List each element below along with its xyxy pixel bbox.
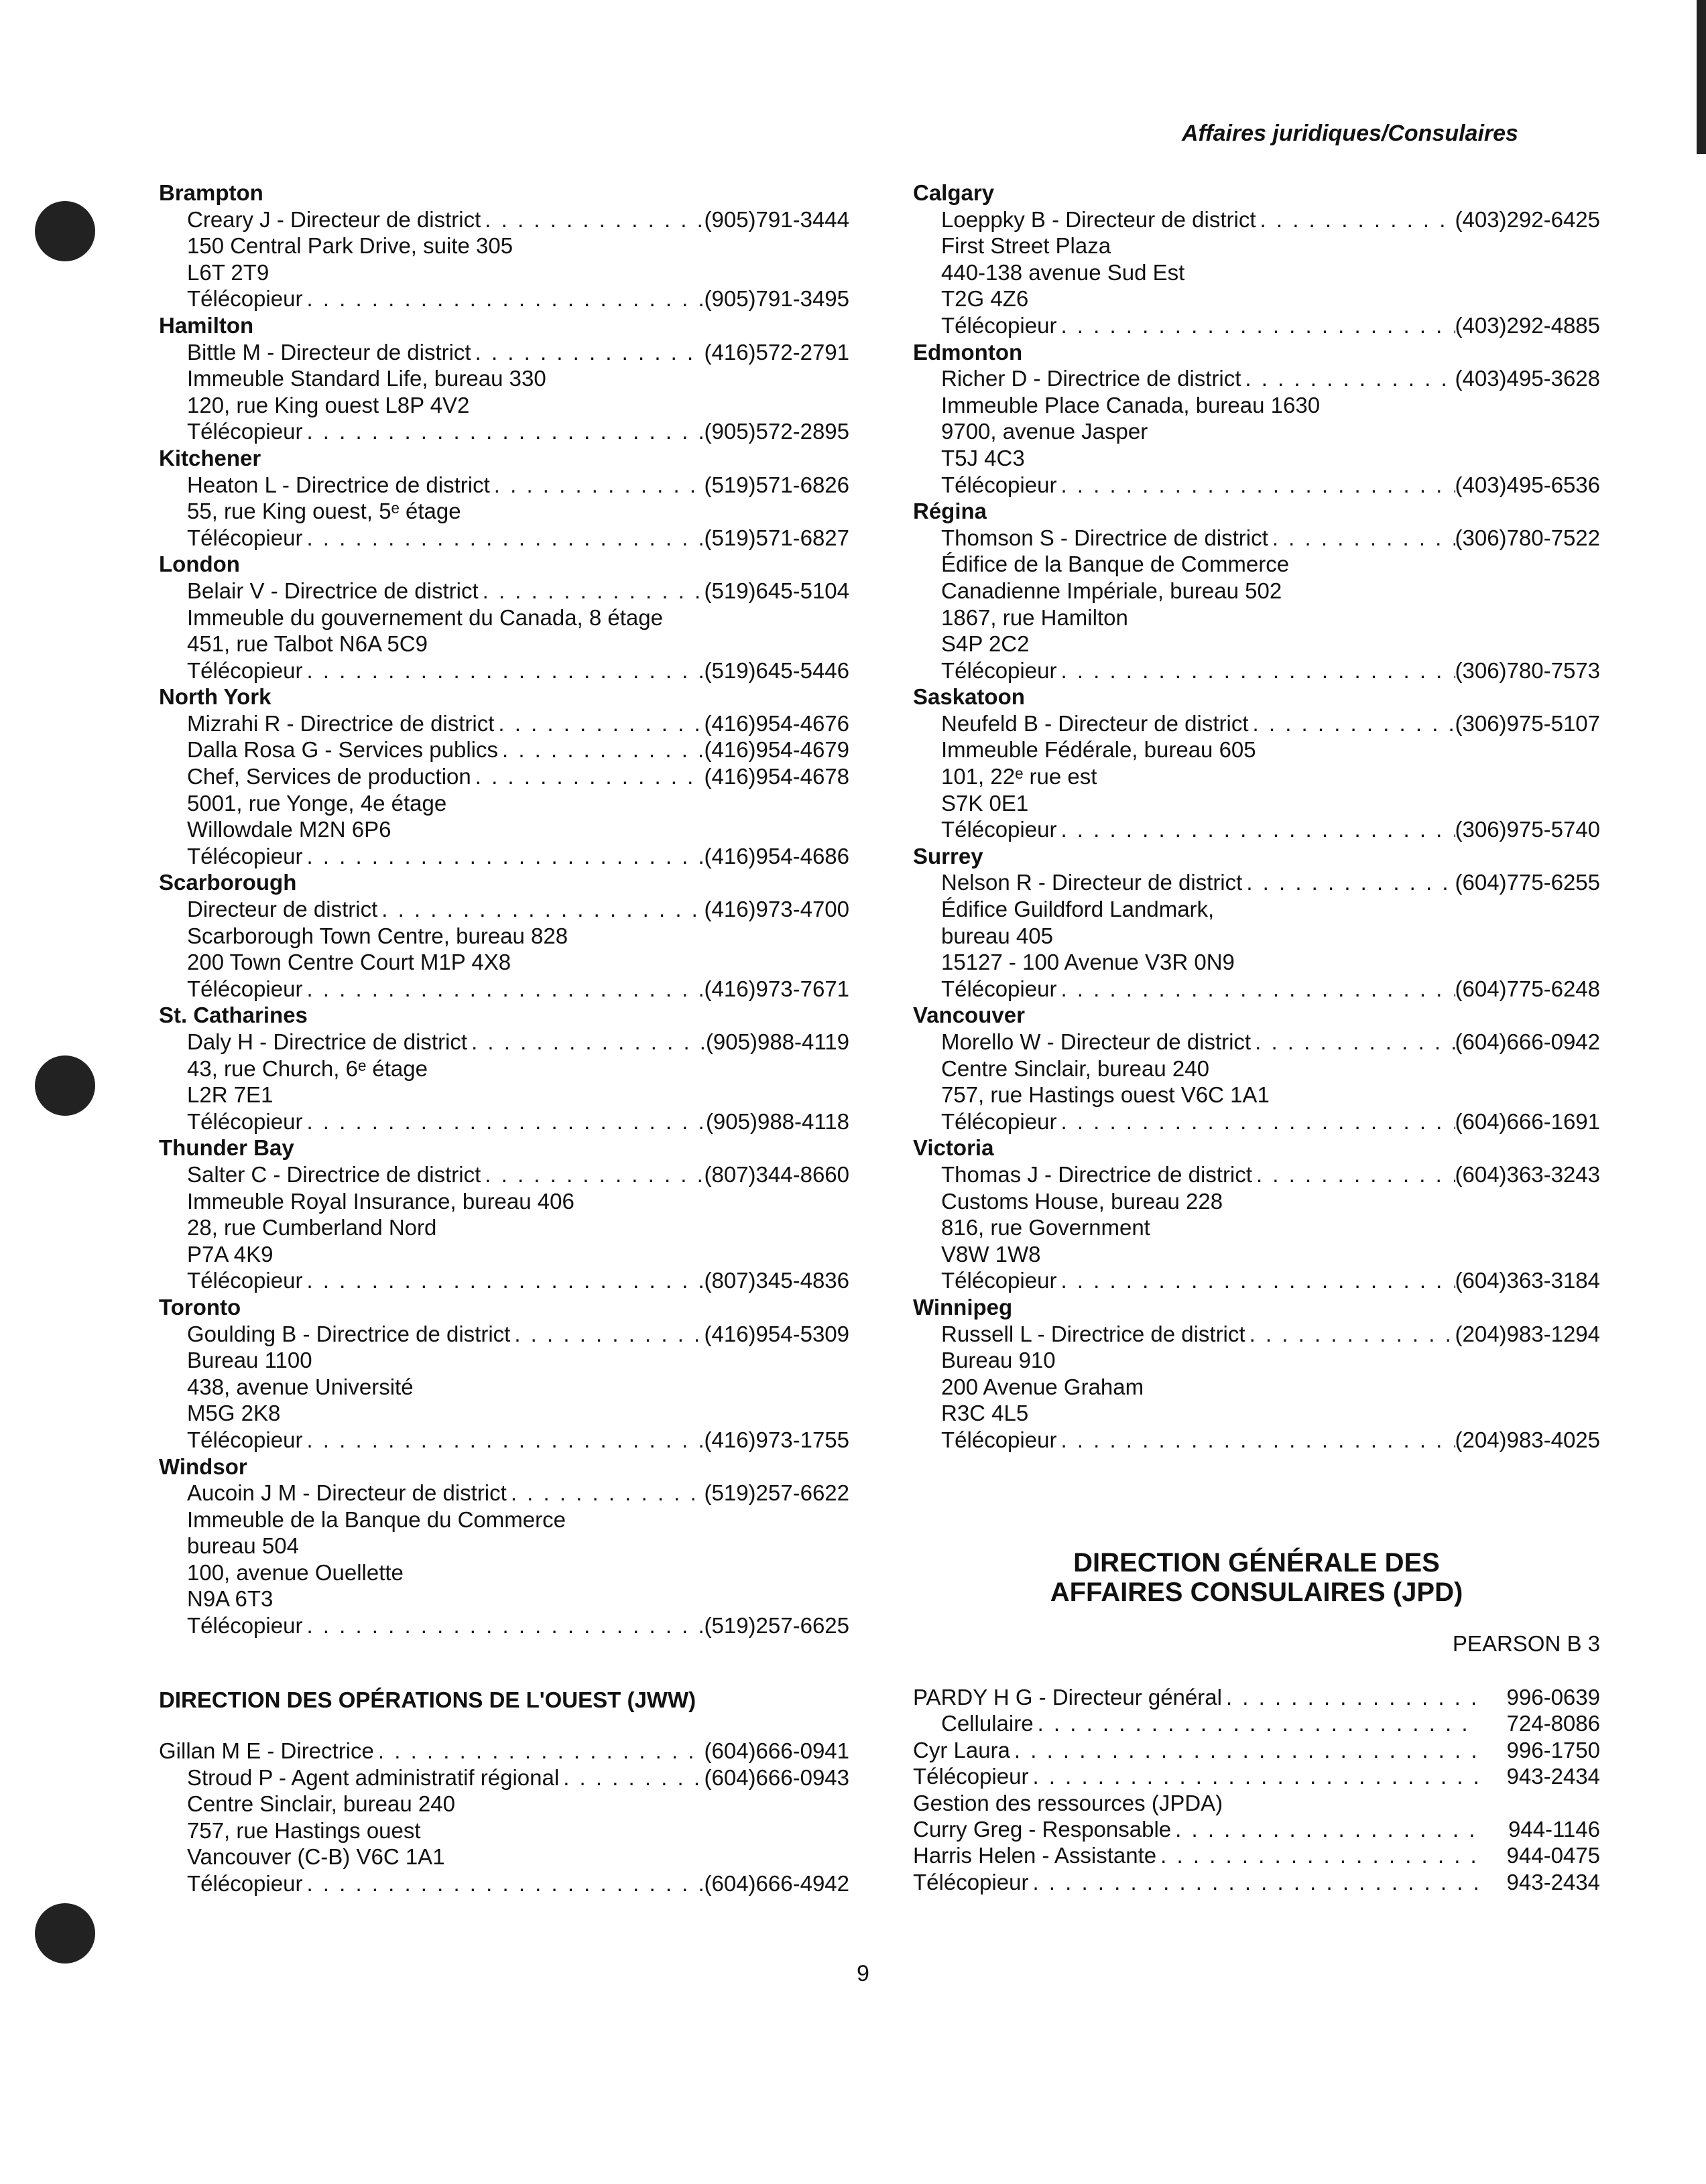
office-city: St. Catharines — [159, 1003, 308, 1028]
office-city: Régina — [913, 499, 987, 524]
entry-phone: (604)363-3184 — [1455, 1268, 1600, 1293]
entry-name: Richer D - Directrice de district — [941, 366, 1241, 391]
office-block — [159, 1135, 849, 1294]
leader-dots — [481, 1161, 704, 1188]
leader-dots — [1056, 816, 1455, 843]
directory-entry — [159, 1612, 849, 1639]
directory-entry — [159, 525, 849, 552]
address-line: 28, rue Cumberland Nord — [187, 1215, 437, 1240]
leader-dots — [1056, 657, 1455, 684]
entry-phone: (604)666-1691 — [1455, 1108, 1600, 1134]
address-line: 200 Avenue Graham — [941, 1374, 1144, 1399]
office-block — [159, 1454, 849, 1639]
entry-name: Télécopieur — [941, 976, 1057, 1001]
office-city: Kitchener — [159, 445, 261, 470]
address-line: 120, rue King ouest L8P 4V2 — [187, 392, 470, 417]
leader-dots — [1171, 1816, 1479, 1842]
entry-phone: (416)973-1755 — [704, 1427, 849, 1452]
leader-dots — [1245, 1321, 1455, 1348]
entry-name: Télécopieur — [941, 472, 1057, 497]
entry-name: Thomas J - Directrice de district — [941, 1161, 1252, 1187]
leader-dots — [302, 1870, 704, 1897]
leader-dots — [481, 206, 704, 233]
directory-entry — [159, 843, 849, 870]
entry-phone: (403)495-3628 — [1455, 366, 1600, 391]
entry-name: Télécopieur — [913, 1764, 1029, 1789]
leader-dots — [1056, 1267, 1455, 1294]
leader-dots — [1028, 1763, 1479, 1789]
entry-phone: 944-0475 — [1506, 1843, 1600, 1868]
entry-phone: (905)791-3495 — [704, 286, 849, 312]
entry-phone: (416)954-4686 — [704, 843, 849, 869]
entry-name: Télécopieur — [187, 843, 303, 869]
entry-phone: (416)572-2791 — [704, 339, 849, 365]
office-city: Winnipeg — [913, 1294, 1013, 1320]
office-city: North York — [159, 684, 271, 710]
leader-dots — [1251, 1029, 1455, 1055]
entry-phone: 996-1750 — [1506, 1737, 1600, 1762]
office-city: Saskatoon — [913, 684, 1025, 710]
address-line: 150 Central Park Drive, suite 305 — [187, 233, 513, 259]
address-line: 101, 22ᵉ rue est — [941, 764, 1097, 789]
directory-entry — [913, 1816, 1600, 1842]
entry-name: Mizrahi R - Directrice de district — [187, 710, 495, 736]
entry-name: Chef, Services de production — [187, 764, 471, 789]
directory-entry — [913, 472, 1600, 499]
entry-phone: (416)973-7671 — [704, 976, 849, 1001]
leader-dots — [302, 1108, 706, 1135]
directory-entry — [913, 1737, 1600, 1763]
entry-phone: (416)954-4678 — [704, 764, 849, 789]
entry-name: Goulding B - Directrice de district — [187, 1321, 511, 1346]
leader-dots — [302, 1427, 704, 1454]
entry-name: Harris Helen - Assistante — [913, 1843, 1157, 1868]
entry-phone: (403)292-6425 — [1455, 206, 1600, 232]
entry-phone: (306)780-7573 — [1455, 657, 1600, 683]
entry-name: Télécopieur — [187, 1268, 303, 1293]
address-line: 440-138 avenue Sud Est — [941, 259, 1185, 285]
leader-dots — [302, 285, 704, 312]
leader-dots — [1034, 1710, 1479, 1736]
directory-entry — [159, 578, 849, 604]
entry-phone: (604)775-6248 — [1455, 976, 1600, 1001]
directory-entry — [913, 1161, 1600, 1188]
entry-name: Nelson R - Directeur de district — [941, 870, 1243, 895]
section-label: Gestion des ressources (JPDA) — [913, 1790, 1223, 1815]
address-line: 15127 - 100 Avenue V3R 0N9 — [941, 950, 1235, 975]
address-line: First Street Plaza — [941, 233, 1111, 259]
leader-dots — [1256, 206, 1455, 233]
address-line: T5J 4C3 — [941, 445, 1025, 470]
office-city: Windsor — [159, 1454, 247, 1479]
west-section-title: DIRECTION DES OPÉRATIONS DE L'OUEST (JWW) — [159, 1687, 696, 1712]
address-line: N9A 6T3 — [187, 1586, 273, 1612]
entry-phone: (519)257-6622 — [704, 1480, 849, 1506]
address-line: V8W 1W8 — [941, 1241, 1041, 1267]
entry-phone: (306)975-5740 — [1455, 817, 1600, 842]
entry-phone: (403)495-6536 — [1455, 472, 1600, 497]
entry-phone: (204)983-4025 — [1455, 1427, 1600, 1452]
leader-dots — [1249, 710, 1455, 737]
leader-dots — [1242, 869, 1455, 896]
jpd-title-line-1: DIRECTION GÉNÉRALE DES — [1073, 1548, 1440, 1578]
entry-phone: (204)983-1294 — [1455, 1321, 1600, 1346]
directory-entry — [159, 763, 849, 790]
leader-dots — [1056, 976, 1455, 1003]
directory-entry — [159, 472, 849, 499]
directory-entry — [913, 976, 1600, 1003]
entry-name: Télécopieur — [913, 1869, 1029, 1894]
directory-entry — [159, 1267, 849, 1294]
entry-name: Stroud P - Agent administratif régional — [187, 1764, 560, 1790]
entry-name: Russell L - Directrice de district — [941, 1321, 1245, 1346]
leader-dots — [494, 710, 704, 737]
directory-entry — [159, 710, 849, 737]
entry-phone: (807)345-4836 — [704, 1268, 849, 1293]
entry-phone: (306)780-7522 — [1455, 525, 1600, 550]
address-line: Immeuble Standard Life, bureau 330 — [187, 366, 546, 391]
directory-entry — [913, 816, 1600, 843]
punch-hole — [35, 201, 95, 261]
address-line: Édifice de la Banque de Commerce — [941, 552, 1290, 577]
leader-dots — [1056, 1108, 1455, 1135]
address-line: Vancouver (C-B) V6C 1A1 — [187, 1844, 445, 1870]
entry-phone: 944-1146 — [1508, 1817, 1600, 1842]
entry-phone: (604)666-4942 — [704, 1870, 849, 1896]
office-block — [913, 498, 1600, 684]
address-line: 200 Town Centre Court M1P 4X8 — [187, 950, 511, 975]
address-line: M5G 2K8 — [187, 1401, 281, 1426]
directory-entry — [159, 1029, 849, 1055]
address-line: S7K 0E1 — [941, 790, 1029, 816]
entry-phone: (905)988-4119 — [705, 1029, 849, 1054]
leader-dots — [1241, 365, 1455, 392]
entry-name: Heaton L - Directrice de district — [187, 472, 490, 497]
address-line: T2G 4Z6 — [941, 286, 1029, 312]
leader-dots — [471, 763, 705, 790]
entry-phone: (519)257-6625 — [704, 1613, 849, 1639]
leader-dots — [471, 339, 705, 366]
directory-entry — [913, 1321, 1600, 1348]
office-block — [159, 312, 849, 445]
leader-dots — [377, 896, 704, 923]
address-line: Immeuble du gouvernement du Canada, 8 étage — [187, 604, 663, 630]
address-line: Immeuble Place Canada, bureau 1630 — [941, 392, 1321, 417]
address-line: Immeuble Fédérale, bureau 605 — [941, 737, 1256, 763]
office-city: Thunder Bay — [159, 1135, 294, 1161]
leader-dots — [302, 657, 704, 684]
address-line: L6T 2T9 — [187, 259, 269, 285]
entry-name: Salter C - Directrice de district — [187, 1161, 481, 1187]
entry-name: Télécopieur — [941, 657, 1057, 683]
address-line: Scarborough Town Centre, bureau 828 — [187, 923, 568, 948]
directory-entry — [159, 736, 849, 763]
directory-entry — [913, 1684, 1600, 1710]
address-line: Bureau 1100 — [187, 1348, 312, 1373]
right-column — [913, 180, 1600, 1454]
office-block — [159, 1294, 849, 1454]
entry-name: Curry Greg - Responsable — [913, 1817, 1172, 1842]
entry-phone: (403)292-4885 — [1455, 312, 1600, 338]
entry-name: Télécopieur — [187, 657, 303, 683]
entry-name: Télécopieur — [187, 1870, 303, 1896]
directory-entry — [913, 1842, 1600, 1868]
leader-dots — [302, 1267, 704, 1294]
page-number: 9 — [857, 1961, 869, 1986]
office-block — [913, 1002, 1600, 1135]
entry-name: Creary J - Directeur de district — [187, 206, 481, 232]
directory-entry — [913, 657, 1600, 684]
directory-entry — [913, 869, 1600, 896]
entry-phone: (519)571-6827 — [704, 525, 849, 550]
directory-entry — [159, 1427, 849, 1454]
entry-name: Cellulaire — [941, 1711, 1034, 1736]
directory-entry — [159, 1108, 849, 1135]
entry-phone: (604)363-3243 — [1455, 1161, 1600, 1187]
office-block — [913, 1135, 1600, 1294]
address-line: P7A 4K9 — [187, 1241, 273, 1267]
address-line: Immeuble Royal Insurance, bureau 406 — [187, 1188, 574, 1214]
jpd-title — [913, 1548, 1600, 1607]
directory-entry — [159, 1321, 849, 1348]
address-line: 757, rue Hastings ouest V6C 1A1 — [941, 1082, 1270, 1108]
entry-name: Télécopieur — [941, 312, 1057, 338]
entry-name: Télécopieur — [187, 976, 303, 1001]
entry-phone: 943-2434 — [1506, 1869, 1600, 1894]
entry-phone: (519)571-6826 — [704, 472, 849, 497]
directory-entry — [159, 206, 849, 233]
entry-phone: (604)666-0943 — [704, 1764, 849, 1790]
entry-name: Gillan M E - Directrice — [159, 1738, 374, 1763]
address-line: L2R 7E1 — [187, 1082, 273, 1108]
directory-entry — [159, 1764, 849, 1791]
address-line: 757, rue Hastings ouest — [187, 1817, 421, 1843]
jpd-location: PEARSON B 3 — [1452, 1631, 1600, 1656]
office-city: Brampton — [159, 180, 263, 205]
office-city: Hamilton — [159, 312, 254, 338]
directory-entry — [913, 1108, 1600, 1135]
office-city: Vancouver — [913, 1003, 1025, 1028]
leader-dots — [302, 418, 704, 445]
directory-entry — [159, 1870, 849, 1897]
leader-dots — [490, 472, 705, 499]
leader-dots — [467, 1029, 706, 1055]
address-line: Canadienne Impériale, bureau 502 — [941, 578, 1282, 603]
directory-entry — [913, 365, 1600, 392]
directory-entry — [159, 418, 849, 445]
entry-name: Télécopieur — [187, 1427, 303, 1452]
entry-name: Télécopieur — [941, 1427, 1057, 1452]
leader-dots — [479, 578, 705, 604]
entry-name: Aucoin J M - Directeur de district — [187, 1480, 507, 1506]
entry-phone: (416)954-5309 — [704, 1321, 849, 1346]
leader-dots — [1056, 1427, 1455, 1454]
address-line: 9700, avenue Jasper — [941, 419, 1148, 444]
office-city: Scarborough — [159, 870, 297, 895]
entry-name: Dalla Rosa G - Services publics — [187, 737, 498, 763]
directory-entry — [913, 710, 1600, 737]
entry-name: Neufeld B - Directeur de district — [941, 710, 1249, 736]
office-block — [159, 869, 849, 1002]
entry-phone: (604)666-0941 — [704, 1738, 849, 1763]
entry-name: Morello W - Directeur de district — [941, 1029, 1252, 1054]
address-line: 5001, rue Yonge, 4e étage — [187, 790, 447, 816]
office-block — [913, 339, 1600, 499]
entry-phone: (905)572-2895 — [704, 419, 849, 444]
jpd-directory — [913, 1684, 1600, 1895]
address-line: Édifice Guildford Landmark, — [941, 897, 1215, 922]
entry-phone: (519)645-5446 — [704, 657, 849, 683]
entry-phone: 724-8086 — [1506, 1711, 1600, 1736]
directory-entry — [913, 1029, 1600, 1055]
office-block — [159, 551, 849, 684]
office-block — [159, 684, 849, 869]
office-block — [913, 180, 1600, 339]
directory-entry — [159, 657, 849, 684]
address-line: 43, rue Church, 6ᵉ étage — [187, 1055, 428, 1081]
page-edge-mark — [1697, 0, 1706, 154]
office-block — [159, 180, 849, 312]
entry-name: Loeppky B - Directeur de district — [941, 206, 1256, 232]
address-line: 438, avenue Université — [187, 1374, 414, 1399]
leader-dots — [302, 976, 704, 1003]
entry-name: Directeur de district — [187, 897, 378, 922]
address-line: Customs House, bureau 228 — [941, 1188, 1223, 1214]
directory-entry — [159, 1161, 849, 1188]
directory-entry — [913, 525, 1600, 552]
entry-name: Télécopieur — [187, 419, 303, 444]
jpd-title-line-2: AFFAIRES CONSULAIRES (JPD) — [1050, 1578, 1463, 1607]
entry-name: PARDY H G - Directeur général — [913, 1685, 1222, 1710]
entry-name: Télécopieur — [187, 1613, 303, 1639]
office-block — [159, 445, 849, 551]
leader-dots — [374, 1738, 705, 1764]
entry-phone: (807)344-8660 — [704, 1161, 849, 1187]
punch-hole — [35, 1055, 95, 1116]
directory-entry — [913, 312, 1600, 339]
entry-name: Cyr Laura — [913, 1737, 1010, 1762]
address-line: 451, rue Talbot N6A 5C9 — [187, 631, 428, 657]
punch-hole — [35, 1903, 95, 1964]
entry-phone: (604)666-0942 — [1455, 1029, 1600, 1054]
entry-phone: (416)954-4676 — [704, 710, 849, 736]
address-line: bureau 504 — [187, 1533, 299, 1559]
address-line: R3C 4L5 — [941, 1401, 1029, 1426]
directory-entry — [913, 1869, 1600, 1895]
office-block — [913, 684, 1600, 843]
address-line: 816, rue Government — [941, 1215, 1150, 1240]
entry-phone: 943-2434 — [1506, 1764, 1600, 1789]
address-line: Centre Sinclair, bureau 240 — [187, 1791, 455, 1817]
west-lines — [159, 1764, 849, 1897]
leader-dots — [302, 525, 704, 552]
entry-phone: (519)645-5104 — [704, 578, 849, 603]
address-line: Immeuble de la Banque du Commerce — [187, 1506, 566, 1532]
office-city: Edmonton — [913, 339, 1023, 365]
address-line: Willowdale M2N 6P6 — [187, 817, 391, 842]
left-column — [159, 180, 849, 1639]
address-line: 1867, rue Hamilton — [941, 604, 1128, 630]
entry-name: Télécopieur — [187, 1108, 303, 1134]
directory-entry — [913, 206, 1600, 233]
leader-dots — [302, 1612, 704, 1639]
entry-name: Télécopieur — [941, 1268, 1057, 1293]
entry-name: Daly H - Directrice de district — [187, 1029, 468, 1054]
office-block — [159, 1002, 849, 1135]
directory-entry — [159, 285, 849, 312]
office-block — [913, 1294, 1600, 1454]
office-city: Victoria — [913, 1135, 994, 1161]
leader-dots — [1156, 1842, 1479, 1868]
entry-phone: 996-0639 — [1506, 1685, 1600, 1710]
address-line: Centre Sinclair, bureau 240 — [941, 1055, 1209, 1081]
entry-phone: (416)954-4679 — [704, 737, 849, 763]
office-city: Toronto — [159, 1294, 241, 1320]
entry-phone: (306)975-5107 — [1455, 710, 1600, 736]
leader-dots — [510, 1321, 704, 1348]
office-city: Calgary — [913, 180, 995, 205]
directory-entry — [913, 1427, 1600, 1454]
entry-name: Télécopieur — [187, 286, 303, 312]
leader-dots — [1268, 525, 1455, 552]
office-city: London — [159, 552, 240, 577]
office-city: Surrey — [913, 843, 983, 869]
leader-dots — [1252, 1161, 1455, 1188]
page-header: Affaires juridiques/Consulaires — [1182, 121, 1518, 146]
entry-name: Belair V - Directrice de district — [187, 578, 479, 603]
address-line: bureau 405 — [941, 923, 1053, 948]
west-section — [159, 1738, 849, 1897]
entry-phone: (905)988-4118 — [705, 1108, 849, 1134]
directory-entry — [159, 896, 849, 923]
leader-dots — [498, 736, 705, 763]
leader-dots — [559, 1764, 704, 1791]
leader-dots — [1010, 1737, 1479, 1763]
address-line: 100, avenue Ouellette — [187, 1559, 404, 1585]
address-line: S4P 2C2 — [941, 631, 1030, 657]
leader-dots — [1056, 312, 1455, 339]
directory-entry — [159, 1480, 849, 1506]
directory-entry — [159, 976, 849, 1003]
leader-dots — [1028, 1869, 1479, 1895]
entry-name: Bittle M - Directeur de district — [187, 339, 471, 365]
leader-dots — [1056, 472, 1455, 499]
leader-dots — [1222, 1684, 1479, 1710]
leader-dots — [507, 1480, 705, 1506]
address-line: Bureau 910 — [941, 1348, 1056, 1373]
entry-phone: (604)775-6255 — [1455, 870, 1600, 895]
leader-dots — [302, 843, 704, 870]
entry-name: Thomson S - Directrice de district — [941, 525, 1268, 550]
entry-name: Télécopieur — [941, 1108, 1057, 1134]
directory-entry — [913, 1710, 1600, 1736]
directory-entry — [913, 1267, 1600, 1294]
directory-entry — [159, 339, 849, 366]
office-block — [913, 843, 1600, 1003]
address-line: 55, rue King ouest, 5ᵉ étage — [187, 499, 461, 524]
entry-phone: (905)791-3444 — [704, 206, 849, 232]
directory-entry — [913, 1763, 1600, 1789]
entry-name: Télécopieur — [187, 525, 303, 550]
entry-phone: (416)973-4700 — [704, 897, 849, 922]
entry-name: Télécopieur — [941, 817, 1057, 842]
directory-entry — [159, 1738, 849, 1764]
